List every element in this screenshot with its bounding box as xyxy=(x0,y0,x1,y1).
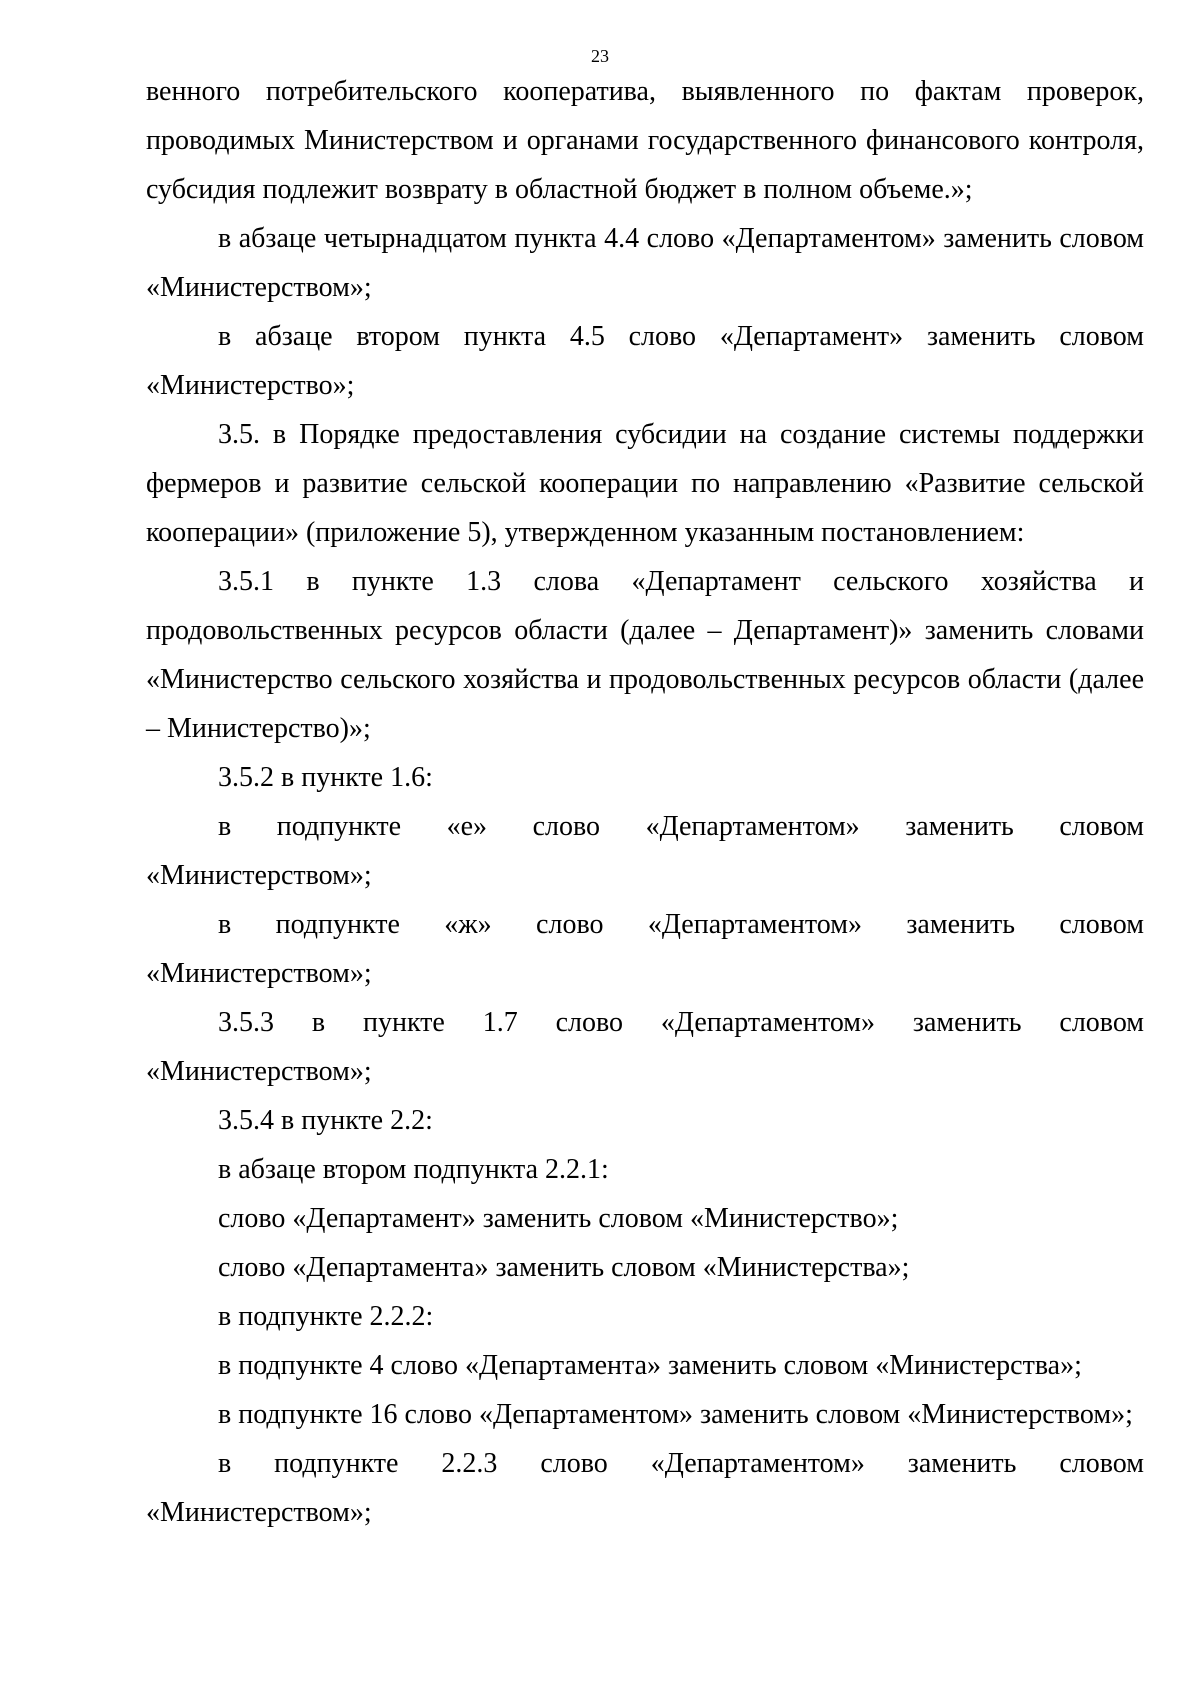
paragraph: в абзаце четырнадцатом пункта 4.4 слово «Департаментом» заменить словом «Министерством»; xyxy=(146,223,1144,303)
paragraph: в подпункте 4 слово «Департамента» заменить словом «Министерства»; xyxy=(218,1350,1082,1381)
paragraph: венного потребительского кооператива, выявленного по фактам проверок, проводимых Министерством и органами государственного финансового контроля, субсидия подлежит возврату в областной бюджет в полном объеме.»; xyxy=(146,76,1144,205)
paragraph: в подпункте «е» слово «Департаментом» заменить словом «Министерством»; xyxy=(146,811,1144,891)
document-body xyxy=(146,67,1144,1537)
paragraph: 3.5.4 в пункте 2.2: xyxy=(218,1105,433,1136)
paragraph: в абзаце втором подпункта 2.2.1: xyxy=(218,1154,609,1185)
paragraph: в подпункте 16 слово «Департаментом» заменить словом «Министерством»; xyxy=(218,1399,1133,1430)
paragraph: 3.5.3 в пункте 1.7 слово «Департаментом» заменить словом «Министерством»; xyxy=(146,1007,1144,1087)
paragraph: в подпункте 2.2.2: xyxy=(218,1301,434,1332)
paragraph: слово «Департамента» заменить словом «Министерства»; xyxy=(218,1252,910,1283)
page-number: 23 xyxy=(591,46,609,66)
paragraph: 3.5. в Порядке предоставления субсидии на создание системы поддержки фермеров и развитие сельской кооперации по направлению «Развитие сельской кооперации» (приложение 5), утвержденном указанным постановлением: xyxy=(146,419,1144,548)
paragraph: слово «Департамент» заменить словом «Министерство»; xyxy=(218,1203,899,1234)
paragraph: в подпункте 2.2.3 слово «Департаментом» заменить словом «Министерством»; xyxy=(146,1448,1144,1528)
paragraph: в абзаце втором пункта 4.5 слово «Департамент» заменить словом «Министерство»; xyxy=(146,321,1144,401)
paragraph: 3.5.1 в пункте 1.3 слова «Департамент сельского хозяйства и продовольственных ресурсов области (далее – Департамент)» заменить словами «Министерство сельского хозяйства и продовольственных ресурсов области (далее – Министерство)»; xyxy=(146,566,1144,744)
paragraph: 3.5.2 в пункте 1.6: xyxy=(218,762,433,793)
paragraph: в подпункте «ж» слово «Департаментом» заменить словом «Министерством»; xyxy=(146,909,1144,989)
